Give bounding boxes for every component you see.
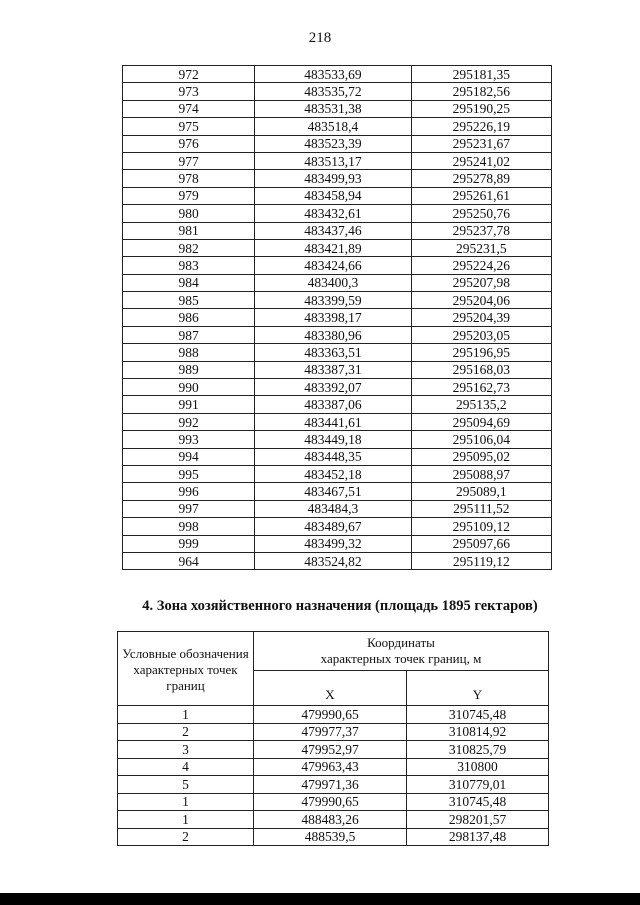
x-coordinate-cell: 483392,07 (255, 379, 411, 396)
table-row (123, 309, 552, 326)
y-coordinate-cell: 295094,69 (411, 413, 551, 430)
point-number-cell: 997 (123, 500, 255, 517)
y-coordinate-cell: 310825,79 (407, 741, 549, 759)
point-number-cell: 983 (123, 257, 255, 274)
table-row (123, 274, 552, 291)
table-row (123, 152, 552, 169)
y-coordinate-cell: 295168,03 (411, 361, 551, 378)
x-coordinate-cell: 483458,94 (255, 187, 411, 204)
x-coordinate-cell: 483484,3 (255, 500, 411, 517)
point-number-cell: 990 (123, 379, 255, 396)
point-number-cell: 2 (118, 723, 254, 741)
x-coordinate-cell: 483518,4 (255, 118, 411, 135)
point-number-cell: 964 (123, 552, 255, 569)
x-coordinate-cell: 488539,5 (254, 828, 407, 846)
y-coordinate-cell: 295111,52 (411, 500, 551, 517)
point-number-cell: 981 (123, 222, 255, 239)
x-coordinate-cell: 483441,61 (255, 413, 411, 430)
x-coordinate-cell: 483424,66 (255, 257, 411, 274)
y-coordinate-cell: 295224,26 (411, 257, 551, 274)
y-coordinate-cell: 310779,01 (407, 776, 549, 794)
x-coordinate-cell: 483400,3 (255, 274, 411, 291)
point-number-cell: 976 (123, 135, 255, 152)
point-number-cell: 984 (123, 274, 255, 291)
coordinates-table-body (118, 706, 549, 846)
y-coordinate-cell: 295207,98 (411, 274, 551, 291)
x-coordinate-cell: 483380,96 (255, 326, 411, 343)
header-coordinates-title: Координаты (367, 635, 435, 650)
table-row (123, 170, 552, 187)
y-coordinate-cell: 295097,66 (411, 535, 551, 552)
section-heading: 4. Зона хозяйственного назначения (площадь 1895 гектаров) (142, 598, 538, 614)
x-coordinate-cell: 483531,38 (255, 100, 411, 117)
x-coordinate-cell: 483467,51 (255, 483, 411, 500)
x-coordinate-cell: 483437,46 (255, 222, 411, 239)
table-row (118, 723, 549, 741)
y-coordinate-cell: 310745,48 (407, 706, 549, 724)
point-number-cell: 977 (123, 152, 255, 169)
point-number-cell: 999 (123, 535, 255, 552)
y-coordinate-cell: 295190,25 (411, 100, 551, 117)
y-coordinate-cell: 295231,67 (411, 135, 551, 152)
table-row (123, 413, 552, 430)
y-coordinate-cell: 295095,02 (411, 448, 551, 465)
table-row (123, 257, 552, 274)
table-row (123, 100, 552, 117)
x-coordinate-cell: 483449,18 (255, 431, 411, 448)
point-number-cell: 993 (123, 431, 255, 448)
scan-bottom-edge (0, 893, 640, 905)
point-number-cell: 998 (123, 518, 255, 535)
table-row (123, 535, 552, 552)
x-coordinate-cell: 488483,26 (254, 811, 407, 829)
table-row (123, 135, 552, 152)
table-row (123, 344, 552, 361)
table-row (123, 552, 552, 569)
header-coordinates-subtitle: характерных точек границ, м (320, 651, 482, 666)
x-coordinate-cell: 483387,31 (255, 361, 411, 378)
x-coordinate-cell: 479952,97 (254, 741, 407, 759)
y-coordinate-cell: 295203,05 (411, 326, 551, 343)
table-row (123, 361, 552, 378)
x-coordinate-cell: 483499,93 (255, 170, 411, 187)
point-number-cell: 994 (123, 448, 255, 465)
point-number-cell: 1 (118, 793, 254, 811)
table-row (123, 448, 552, 465)
table-row (118, 706, 549, 724)
table-row (123, 500, 552, 517)
point-number-cell: 973 (123, 83, 255, 100)
point-number-cell: 5 (118, 776, 254, 794)
header-symbol: Условные обозначения характерных точек границ (118, 632, 254, 706)
point-number-cell: 986 (123, 309, 255, 326)
x-coordinate-cell: 483513,17 (255, 152, 411, 169)
point-number-cell: 974 (123, 100, 255, 117)
point-number-cell: 985 (123, 292, 255, 309)
table-row (123, 187, 552, 204)
y-coordinate-cell: 295135,2 (411, 396, 551, 413)
header-y: Y (407, 671, 549, 706)
y-coordinate-cell: 295241,02 (411, 152, 551, 169)
y-coordinate-cell: 298201,57 (407, 811, 549, 829)
point-number-cell: 978 (123, 170, 255, 187)
x-coordinate-cell: 483387,06 (255, 396, 411, 413)
y-coordinate-cell: 295106,04 (411, 431, 551, 448)
x-coordinate-cell: 479963,43 (254, 758, 407, 776)
table-row (123, 431, 552, 448)
y-coordinate-cell: 295109,12 (411, 518, 551, 535)
x-coordinate-cell: 483523,39 (255, 135, 411, 152)
y-coordinate-cell: 298137,48 (407, 828, 549, 846)
table-row (123, 518, 552, 535)
y-coordinate-cell: 295278,89 (411, 170, 551, 187)
y-coordinate-cell: 310800 (407, 758, 549, 776)
table-row (123, 118, 552, 135)
y-coordinate-cell: 295089,1 (411, 483, 551, 500)
x-coordinate-cell: 483533,69 (255, 66, 411, 83)
table-row (123, 222, 552, 239)
y-coordinate-cell: 310745,48 (407, 793, 549, 811)
table-row (123, 326, 552, 343)
point-number-cell: 987 (123, 326, 255, 343)
table-row (123, 292, 552, 309)
y-coordinate-cell: 295237,78 (411, 222, 551, 239)
table-row (118, 758, 549, 776)
x-coordinate-cell: 483535,72 (255, 83, 411, 100)
x-coordinate-cell: 483448,35 (255, 448, 411, 465)
y-coordinate-cell: 295088,97 (411, 465, 551, 482)
y-coordinate-cell: 295204,06 (411, 292, 551, 309)
y-coordinate-cell: 295196,95 (411, 344, 551, 361)
table-row (123, 239, 552, 256)
table-row (118, 741, 549, 759)
table-row (118, 811, 549, 829)
point-number-cell: 980 (123, 205, 255, 222)
table-row (123, 379, 552, 396)
table-row (118, 793, 549, 811)
y-coordinate-cell: 295204,39 (411, 309, 551, 326)
y-coordinate-cell: 295261,61 (411, 187, 551, 204)
table-header (118, 632, 549, 706)
table-row (123, 483, 552, 500)
table-row (123, 205, 552, 222)
point-number-cell: 4 (118, 758, 254, 776)
x-coordinate-cell: 483363,51 (255, 344, 411, 361)
y-coordinate-cell: 310814,92 (407, 723, 549, 741)
x-coordinate-cell: 483432,61 (255, 205, 411, 222)
x-coordinate-cell: 479990,65 (254, 706, 407, 724)
point-number-cell: 989 (123, 361, 255, 378)
y-coordinate-cell: 295182,56 (411, 83, 551, 100)
table-row (118, 776, 549, 794)
table-row (123, 465, 552, 482)
coordinates-table-zone-3 (122, 65, 552, 570)
point-number-cell: 979 (123, 187, 255, 204)
y-coordinate-cell: 295162,73 (411, 379, 551, 396)
x-coordinate-cell: 483398,17 (255, 309, 411, 326)
y-coordinate-cell: 295119,12 (411, 552, 551, 569)
point-number-cell: 3 (118, 741, 254, 759)
point-number-cell: 996 (123, 483, 255, 500)
x-coordinate-cell: 483452,18 (255, 465, 411, 482)
point-number-cell: 992 (123, 413, 255, 430)
point-number-cell: 982 (123, 239, 255, 256)
x-coordinate-cell: 479977,37 (254, 723, 407, 741)
coordinates-table-zone-4 (117, 631, 549, 846)
y-coordinate-cell: 295226,19 (411, 118, 551, 135)
y-coordinate-cell: 295181,35 (411, 66, 551, 83)
table-row (123, 66, 552, 83)
x-coordinate-cell: 479971,36 (254, 776, 407, 794)
header-coordinates (254, 632, 549, 671)
point-number-cell: 972 (123, 66, 255, 83)
x-coordinate-cell: 483421,89 (255, 239, 411, 256)
point-number-cell: 1 (118, 811, 254, 829)
point-number-cell: 991 (123, 396, 255, 413)
table-row (123, 83, 552, 100)
x-coordinate-cell: 483499,32 (255, 535, 411, 552)
y-coordinate-cell: 295250,76 (411, 205, 551, 222)
x-coordinate-cell: 479990,65 (254, 793, 407, 811)
point-number-cell: 975 (123, 118, 255, 135)
x-coordinate-cell: 483399,59 (255, 292, 411, 309)
point-number-cell: 2 (118, 828, 254, 846)
y-coordinate-cell: 295231,5 (411, 239, 551, 256)
table-row (118, 828, 549, 846)
x-coordinate-cell: 483524,82 (255, 552, 411, 569)
point-number-cell: 1 (118, 706, 254, 724)
table-row (123, 396, 552, 413)
point-number-cell: 995 (123, 465, 255, 482)
header-x: X (254, 671, 407, 706)
coordinates-table-body (123, 66, 552, 570)
x-coordinate-cell: 483489,67 (255, 518, 411, 535)
point-number-cell: 988 (123, 344, 255, 361)
page-number: 218 (308, 30, 332, 46)
